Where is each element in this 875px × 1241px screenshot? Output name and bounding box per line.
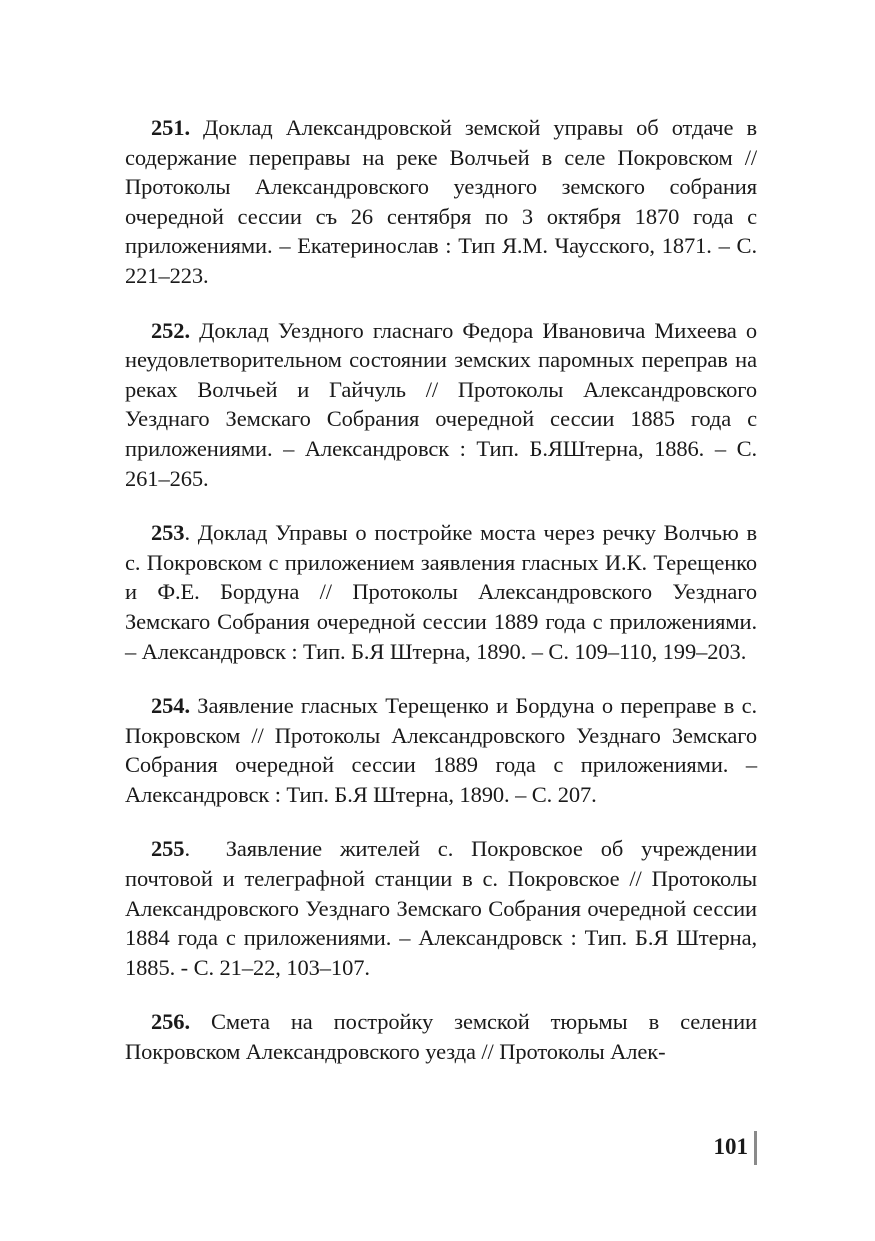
entry-text: Доклад Александровской земской управы об отдаче в содержание переправы на реке Волчьей в селе Покровском // Протоколы Александровского уездного земского собрания очередной сессии съ 26 сентября по 3 октября 1870 года с приложениями. – Екатеринослав : Тип Я.М. Чаусского, 1871. – С. 221–223. [125,115,757,288]
entry-text: Доклад Уездного гласнаго Федора Ивановича Михеева о неудовлетворительном состоянии земских паромных переправ на реках Волчьей и Гайчуль // Протоколы Александровского Уезднаго Земскаго Собрания очередной сессии 1885 года с приложениями. – Александровск : Тип. Б.ЯШтерна, 1886. – С. 261–265. [125,317,757,491]
entry-paragraph [125,1007,757,1066]
page-footer [690,1131,760,1165]
document-page [125,113,763,1092]
page-number-rule [754,1131,757,1165]
bibliography-entry-251 [125,113,757,291]
bibliography-entry-255 [125,834,763,982]
entry-number: 256. [151,1009,190,1035]
entry-paragraph [125,518,757,666]
entry-number: 251. [151,115,190,140]
page-number: 101 [713,1134,748,1159]
entry-paragraph [125,316,757,494]
entry-number: 253 [151,520,185,546]
bibliography-entry-252 [125,316,757,494]
entry-text: Заявление гласных Терещенко и Бордуна о переправе в с. Покровском // Протоколы Александровского Уезднаго Земскаго Собрания очередной сессии 1889 года с приложениями. – Александровск : Тип. Б.Я Штерна, 1890. – С. 207. [125,693,757,807]
entry-paragraph [125,691,757,809]
entry-paragraph [125,113,757,291]
entry-number: 255 [151,836,185,862]
entry-number: 252. [151,317,190,343]
bibliography-entry-256 [125,1007,757,1066]
entry-paragraph [125,834,763,982]
entry-text: . Заявление жителей с. Покровское об учреждении почтовой и телеграфной станции в с. Покровское // Протоколы Александровского Уезднаго Земскаго Собрания очередной сессии 1884 года с приложениями. – Александровск : Тип. Б.Я Штерна, 1885. - С. 21–22, 103–107. [125,836,763,980]
entry-number: 254. [151,693,190,719]
entry-text: . Доклад Управы о постройке моста через речку Волчью в с. Покровском с приложением заявления гласных И.К. Терещенко и Ф.Е. Бордуна // Протоколы Александровского Уезднаго Земскаго Собрания очередной сессии 1889 года с приложениями. – Александровск : Тип. Б.Я Штерна, 1890. – С. 109–110, 199–203. [125,520,757,664]
bibliography-entry-253 [125,518,757,666]
bibliography-entry-254 [125,691,757,809]
entry-text: Смета на постройку земской тюрьмы в селении Покровском Александровского уезда // Протоколы Алек- [125,1009,757,1065]
